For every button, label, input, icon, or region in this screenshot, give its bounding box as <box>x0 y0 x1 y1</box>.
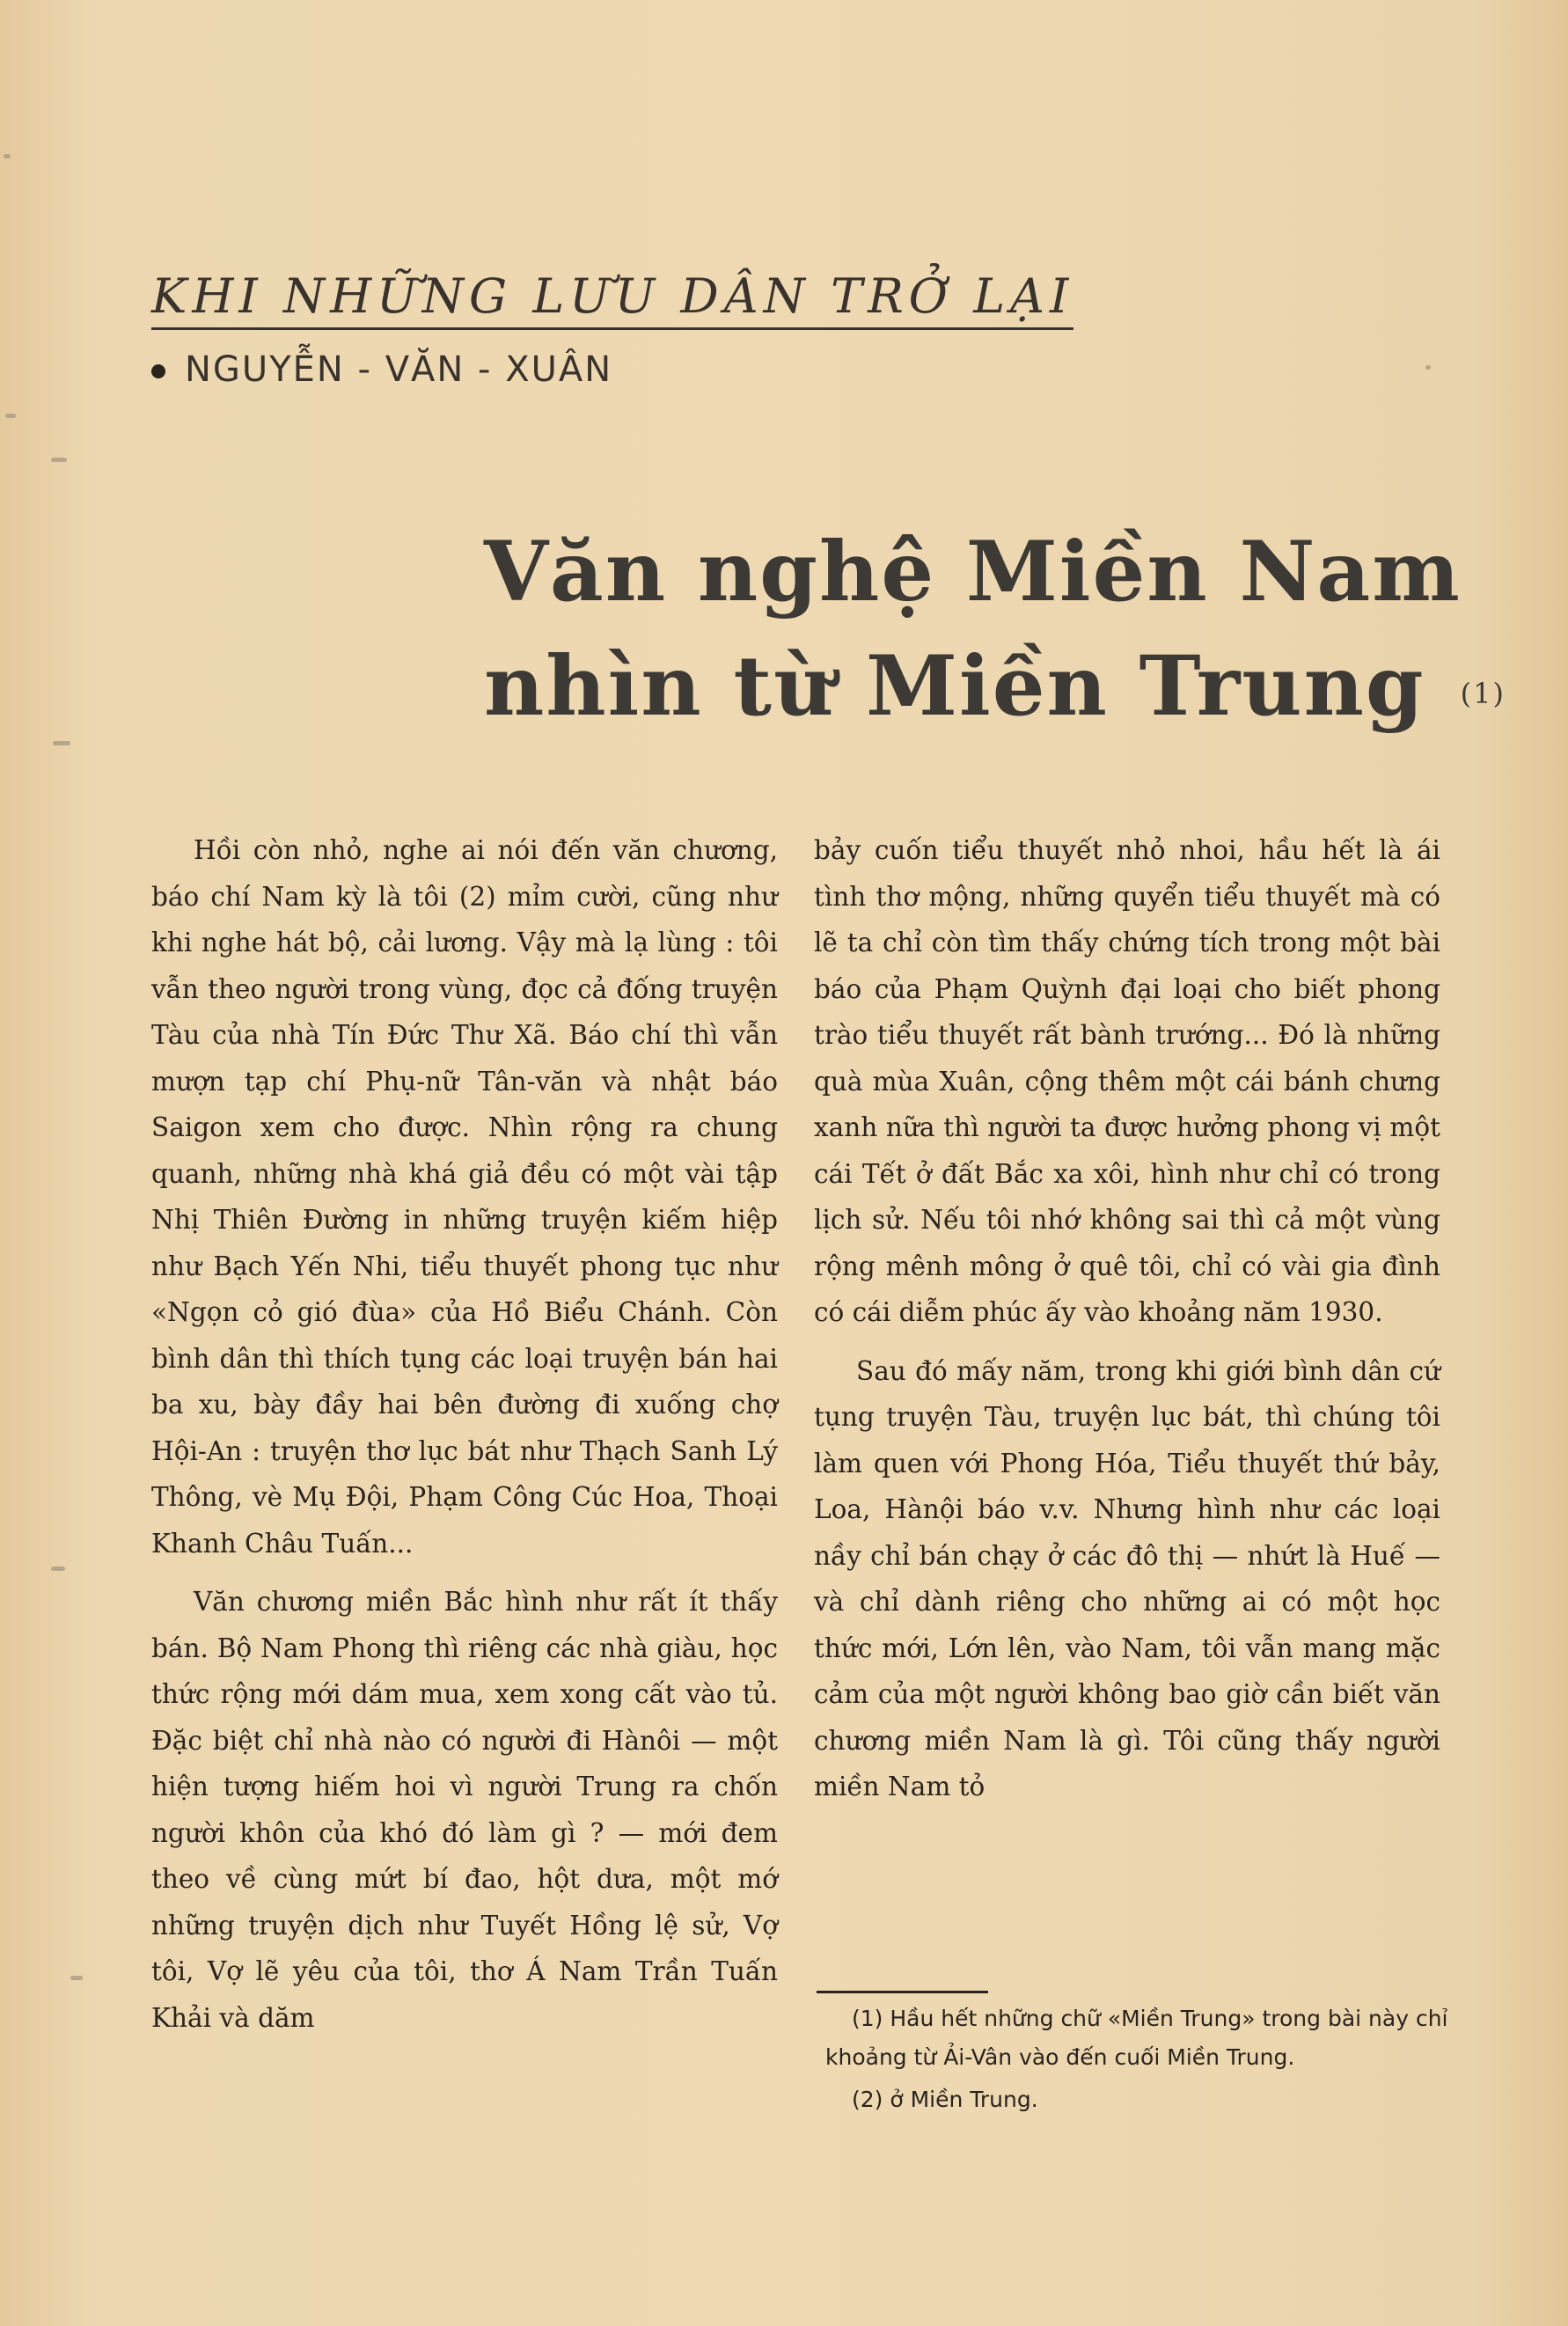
paragraph: Văn chương miền Bắc hình như rất ít thấy bán. Bộ Nam Phong thì riêng các nhà giàu, học thức rộng mới dám mua, xem xong cất vào tủ. Đặc biệt chỉ nhà nào có người đi Hànôi — một hiện tượng hiếm hoi vì người Trung ra chốn người khôn của khó đó làm gì ? — mới đem theo về cùng mứt bí đao, hột dưa, một mớ những truyện dịch như Tuyết Hồng lệ sử, Vợ tôi, Vợ lẽ yêu của tôi, thơ Á Nam Trần Tuấn Khải và dăm <box>151 1587 778 2033</box>
paragraph: Hồi còn nhỏ, nghe ai nói đến văn chương, báo chí Nam kỳ là tôi (2) mỉm cười, cũng như khi nghe hát bộ, cải lương. Vậy mà lạ lùng : tôi vẫn theo người trong vùng, đọc cả đống truyện Tàu của nhà Tín Đức Thư Xã. Báo chí thì vẫn mượn tạp chí Phụ-nữ Tân-văn và nhật báo Saigon xem cho được. Nhìn rộng ra chung quanh, những nhà khá giả đều có một vài tập Nhị Thiên Đường in những truyện kiếm hiệp như Bạch Yến Nhi, tiểu thuyết phong tục như «Ngọn cỏ gió đùa» của Hồ Biểu Chánh. Còn bình dân thì thích tụng các loại truyện bán hai ba xu, bày đầy hai bên đường đi xuống chợ Hội-An : truyện thơ lục bát như Thạch Sanh Lý Thông, vè Mụ Đội, Phạm Công Cúc Hoa, Thoại Khanh Châu Tuấn... <box>151 835 778 1559</box>
author-byline <box>151 349 1005 390</box>
bullet-icon <box>151 364 165 378</box>
paragraph: bảy cuốn tiểu thuyết nhỏ nhoi, hầu hết là ái tình thơ mộng, những quyển tiểu thuyết mà có lẽ ta chỉ còn tìm thấy chứng tích trong một bài báo của Phạm Quỳnh đại loại cho biết phong trào tiểu thuyết rất bành trướng... Đó là những quà mùa Xuân, cộng thêm một cái bánh chưng xanh nữa thì người ta được hưởng phong vị một cái Tết ở đất Bắc xa xôi, hình như chỉ có trong lịch sử. Nếu tôi nhớ không sai thì cả một vùng rộng mênh mông ở quê tôi, chỉ có vài gia đình có cái diễm phúc ấy vào khoảng năm 1930. <box>814 835 1440 1327</box>
body-column-right <box>814 827 1440 1810</box>
title-line-1: Văn nghệ Miền Nam <box>484 524 1462 620</box>
title-line-2-wrap <box>484 629 1505 751</box>
footnote-1: (1) Hầu hết những chữ «Miền Trung» trong bài này chỉ khoảng từ Ải-Vân vào đến cuối Miền Trung. <box>825 2006 1448 2070</box>
body-column-left <box>151 827 778 2041</box>
footnote-divider <box>817 1991 988 1993</box>
footnote-2: (2) ở Miền Trung. <box>852 2087 1038 2112</box>
title-footnote-mark: (1) <box>1460 676 1506 710</box>
article-title <box>484 515 1505 751</box>
paragraph: Sau đó mấy năm, trong khi giới bình dân cứ tụng truyện Tàu, truyện lục bát, thì chúng tôi làm quen với Phong Hóa, Tiểu thuyết thứ bảy, Loa, Hànội báo v.v. Nhưng hình như các loại nầy chỉ bán chạy ở các đô thị — nhứt là Huế — và chỉ dành riêng cho những ai có một học thức mới, Lớn lên, vào Nam, tôi vẫn mang mặc cảm của một người không bao giờ cần biết văn chương miền Nam là gì. Tôi cũng thấy người miền Nam tỏ <box>814 1355 1440 1801</box>
title-line-2: nhìn từ Miền Trung <box>484 638 1425 735</box>
author-name: NGUYỄN - VĂN - XUÂN <box>185 349 613 390</box>
series-kicker: KHI NHỮNG LƯU DÂN TRỞ LẠI <box>151 268 1073 330</box>
article-header <box>151 268 1074 390</box>
footnotes <box>825 1999 1459 2119</box>
